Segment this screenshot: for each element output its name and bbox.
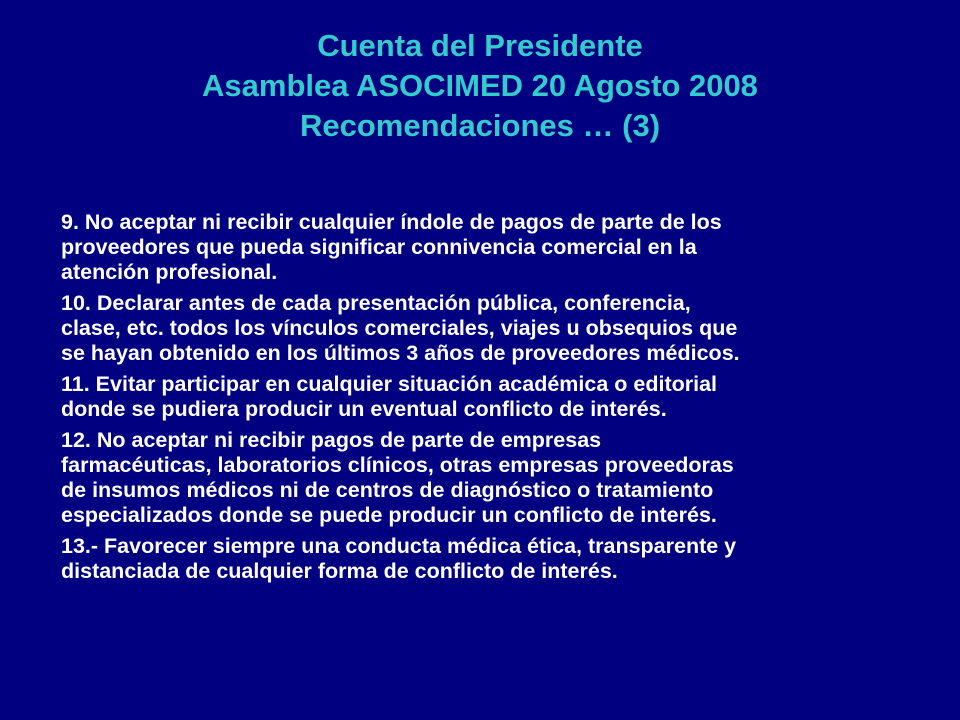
recommendation-line: especializados donde se puede producir un conflicto de interés. bbox=[61, 503, 717, 527]
recommendation-9 bbox=[61, 210, 921, 285]
recommendation-line: 10. Declarar antes de cada presentación pública, conferencia, bbox=[61, 291, 691, 315]
recommendation-line: farmacéuticas, laboratorios clínicos, otras empresas proveedoras bbox=[61, 453, 734, 477]
recommendation-line: donde se pudiera producir un eventual conflicto de interés. bbox=[61, 397, 667, 421]
recommendation-11 bbox=[61, 372, 921, 422]
recommendation-line: clase, etc. todos los vínculos comerciales, viajes u obsequios que bbox=[61, 316, 738, 340]
recommendation-line: 13.- Favorecer siempre una conducta médica ética, transparente y bbox=[61, 534, 737, 558]
recommendation-13 bbox=[61, 534, 921, 584]
recommendation-line: se hayan obtenido en los últimos 3 años de proveedores médicos. bbox=[61, 341, 740, 365]
recommendation-line: de insumos médicos ni de centros de diagnóstico o tratamiento bbox=[61, 478, 714, 502]
recommendation-line: 9. No aceptar ni recibir cualquier índole de pagos de parte de los bbox=[61, 210, 722, 234]
title-line-1: Cuenta del Presidente bbox=[317, 28, 643, 63]
recommendations-list bbox=[61, 210, 921, 590]
recommendation-10 bbox=[61, 291, 921, 366]
recommendation-line: proveedores que pueda significar connivencia comercial en la bbox=[61, 235, 697, 259]
recommendation-line: 12. No aceptar ni recibir pagos de parte de empresas bbox=[61, 428, 602, 452]
recommendation-line: atención profesional. bbox=[61, 260, 278, 284]
recommendation-line: distanciada de cualquier forma de conflicto de interés. bbox=[61, 559, 618, 583]
recommendation-line: 11. Evitar participar en cualquier situación académica o editorial bbox=[61, 372, 718, 396]
title-line-3: Recomendaciones … (3) bbox=[299, 108, 661, 143]
slide-title bbox=[60, 26, 900, 146]
recommendation-12 bbox=[61, 428, 921, 528]
title-line-2: Asamblea ASOCIMED 20 Agosto 2008 bbox=[202, 68, 758, 103]
